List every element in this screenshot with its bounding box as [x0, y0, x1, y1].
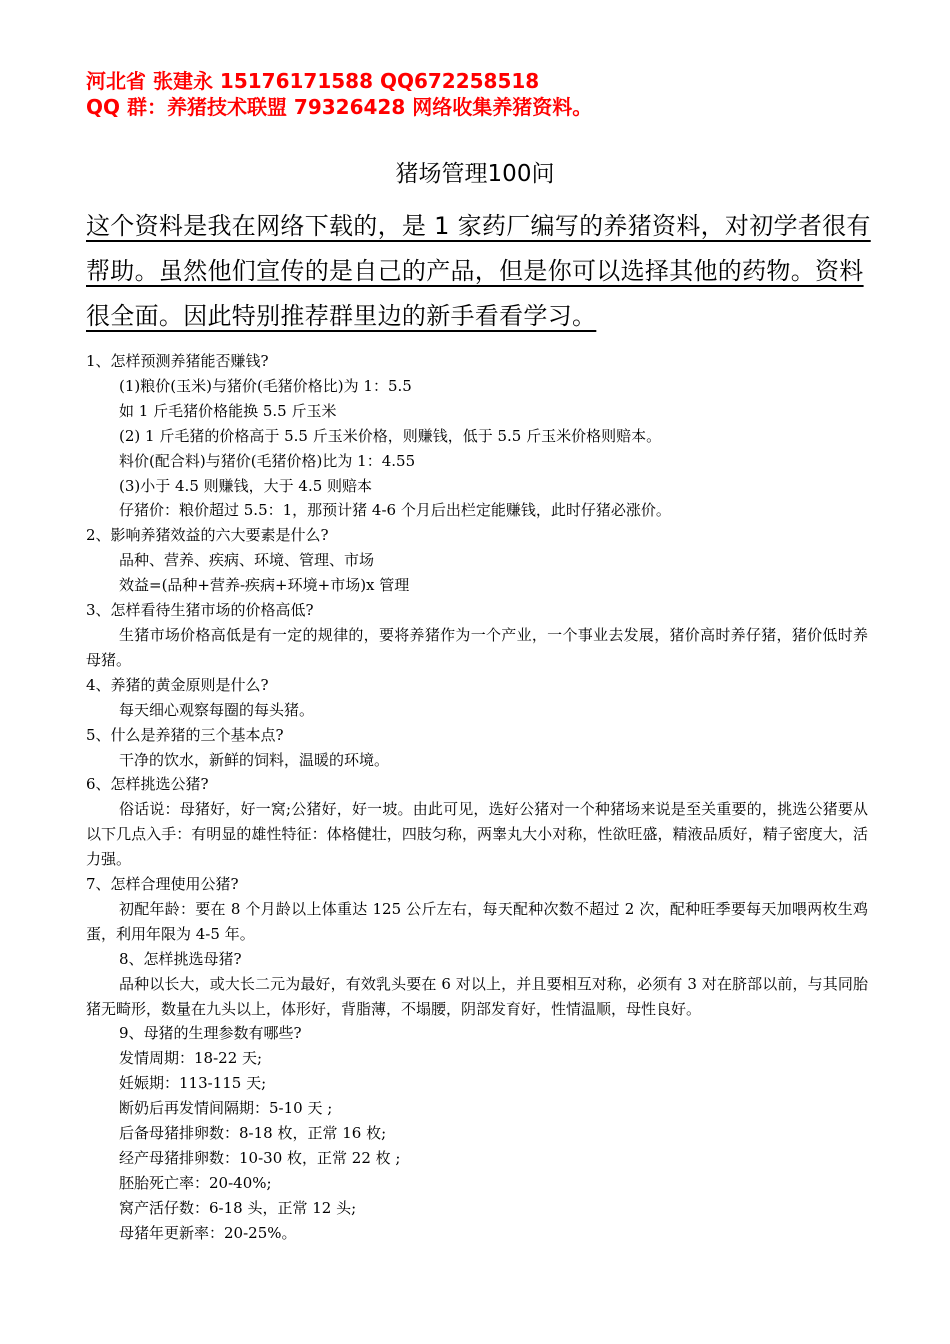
question-heading: 4、养猪的黄金原则是什么?: [86, 675, 269, 694]
answer-paragraph: 生猪市场价格高低是有一定的规律的，要将养猪作为一个产业，一个事业去发展，猪价高时养仔猪，猪价低时养母猪。: [86, 625, 868, 669]
answer-line: 经产母猪排卵数：10-30 枚，正常 22 枚 ;: [119, 1149, 401, 1167]
intro-paragraph: [86, 204, 876, 339]
answer-line: 妊娠期：113-115 天;: [119, 1074, 267, 1093]
question-heading: 6、怎样挑选公猪?: [86, 775, 209, 794]
answer-line: 每天细心观察每圈的每头猪。: [119, 700, 315, 719]
answer-line: (1)粮价(玉米)与猪价(毛猪价格比)为 1：5.5: [119, 376, 412, 395]
question-heading: 9、母猪的生理参数有哪些?: [119, 1024, 302, 1043]
answer-line: 窝产活仔数：6-18 头，正常 12 头;: [119, 1198, 357, 1217]
contact-line: 河北省 张建永 15176171588 QQ672258518: [86, 69, 540, 93]
answer-line: 母猪年更新率：20-25%。: [119, 1223, 297, 1242]
question-heading: 8、怎样挑选母猪?: [119, 949, 242, 968]
group-line: QQ 群：养猪技术联盟 79326428 网络收集养猪资料。: [86, 95, 593, 119]
answer-paragraph: 品种以长大，或大长二元为最好，有效乳头要在 6 对以上，并且要相互对称，必须有 3 对在脐部以前，与其同胎猪无畸形，数量在九头以上，体形好，背脂薄，不塌腰，阴部发育好，性情温顺，母性良好。: [86, 974, 868, 1018]
answer-line: 干净的饮水，新鲜的饲料，温暖的环境。: [119, 750, 390, 769]
qa-content: [86, 349, 868, 1246]
answer-line: 后备母猪排卵数：8-18 枚，正常 16 枚;: [119, 1124, 387, 1143]
answer-paragraph: 俗话说：母猪好，好一窝;公猪好，好一坡。由此可见，选好公猪对一个种猪场来说是至关重要的，挑选公猪要从以下几点入手：有明显的雄性特征：体格健壮，四肢匀称，两睾丸大小对称，性欲旺盛，精液品质好，精子密度大，活力强。: [86, 800, 868, 869]
answer-line: 发情周期：18-22 天;: [119, 1049, 263, 1068]
page-title: 猪场管理100问: [395, 161, 555, 187]
answer-line: 料价(配合料)与猪价(毛猪价格)比为 1：4.55: [119, 451, 416, 470]
answer-line: 如 1 斤毛猪价格能换 5.5 斤玉米: [119, 401, 337, 420]
intro-text: 这个资料是我在网络下载的，是 1 家药厂编写的养猪资料，对初学者很有帮助。虽然他们宣传的是自己的产品，但是你可以选择其他的药物。资料很全面。因此特别推荐群里边的新手看看学习。: [86, 212, 871, 330]
question-heading: 2、影响养猪效益的六大要素是什么?: [86, 526, 329, 545]
answer-line: 断奶后再发情间隔期：5-10 天 ;: [119, 1099, 333, 1118]
answer-line: (2) 1 斤毛猪的价格高于 5.5 斤玉米价格，则赚钱，低于 5.5 斤玉米价格则赔本。: [119, 426, 662, 445]
question-heading: 7、怎样合理使用公猪?: [86, 875, 239, 894]
answer-line: 仔猪价：粮价超过 5.5：1，那预计猪 4-6 个月后出栏定能赚钱，此时仔猪必涨价。: [119, 501, 671, 520]
answer-line: (3)小于 4.5 则赚钱，大于 4.5 则赔本: [119, 476, 373, 495]
question-heading: 1、怎样预测养猪能否赚钱?: [86, 352, 269, 370]
contact-header: [86, 68, 592, 120]
answer-line: 品种、营养、疾病、环境、管理、市场: [119, 551, 375, 570]
answer-paragraph: 初配年龄：要在 8 个月龄以上体重达 125 公斤左右，每天配种次数不超过 2 次，配种旺季要每天加喂两枚生鸡蛋，利用年限为 4-5 年。: [86, 899, 868, 943]
question-heading: 5、什么是养猪的三个基本点?: [86, 725, 284, 744]
question-heading: 3、怎样看待生猪市场的价格高低?: [86, 601, 314, 620]
answer-line: 胚胎死亡率：20-40%;: [119, 1173, 272, 1192]
answer-line: 效益=(品种+营养-疾病+环境+市场)x 管理: [119, 576, 410, 595]
